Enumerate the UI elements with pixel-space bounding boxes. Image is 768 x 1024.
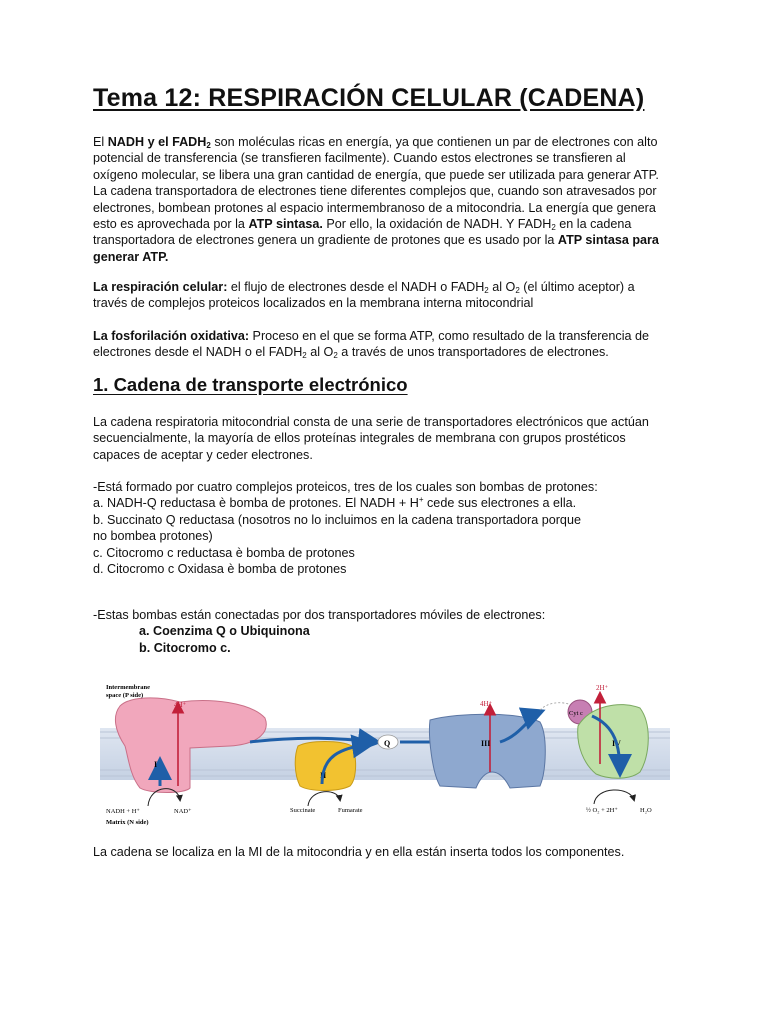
oxygen-label: ½ O₂ + 2H⁺: [586, 807, 618, 814]
nadh-label: NADH + H⁺: [106, 808, 140, 815]
proton-label-2: 4H⁺: [480, 700, 493, 708]
complex-label-3: III: [481, 739, 491, 748]
water-label: H₂O: [640, 807, 652, 814]
succinate-label: Succinate: [290, 807, 316, 814]
complex-label-1: I: [154, 760, 158, 769]
proton-label-1: 4H⁺: [174, 701, 187, 709]
complex-list: -Está formado por cuatro complejos proteicos, tres de los cuales son bombas de protones: a. NADH-Q reductasa è bomba de protones. El NADH + H+ cede sus electrones a ella. b. Succinato Q reductasa (nosotros no lo incluimos en la cadena transportadora porque no bombea protones) c. Citocromo c reductasa è bomba de protones d. Citocromo c Oxidasa è bomba de protones: [93, 480, 598, 577]
nad-label: NAD⁺: [174, 808, 192, 815]
respiracion-paragraph: La respiración celular: el flujo de electrones desde el NADH o $FADH_2$ al $O_2$ (el último aceptor) a través de complejos proteicos localizados en la membrana interna mitocondrial: [93, 280, 635, 311]
complex-label-4: IV: [612, 739, 621, 748]
mobile-carriers: -Estas bombas están conectadas por dos transportadores móviles de electrones: a. Coenzima Q o Ubiquinona b. Citocromo c.: [93, 608, 546, 655]
proton-label-3: 2H⁺: [596, 684, 609, 692]
section-heading: 1. Cadena de transporte electrónico: [93, 374, 408, 395]
q-label: Q: [384, 739, 391, 748]
intermembrane-label: Intermembrane: [106, 684, 151, 691]
intro-paragraph: El NADH y el $FADH_2$ son moléculas ricas en energía, ya que contienen un par de electrones con alto potencial de transferencia (se transfieren facilmente). Cuando estos electrones se transfieren al oxígeno molecular, se libera una gran cantidad de energía, que puede ser utilizada para generar ATP. La cadena transportadora de electrones tiene diferentes complejos que, cuando son atravesados por electrones, bombean protones al espacio intermembranoso de a mitocondria. La energía que genera esto es aprovechada por la ATP sintasa. Por ello, la oxidación de NADH. Y $FADH_2$ en la cadena transportadora de electrones genera un gradiente de protones que es usado por la ATP sintasa para generar ATP.: [93, 135, 659, 264]
diagram-svg: [100, 676, 670, 828]
section-paragraph: La cadena respiratoria mitocondrial consta de una serie de transportadores electrónicos que actúan secuencialmente, la mayoría de ellos proteínas integrales de membrana con grupos prostéticos capaces de aceptar y ceder electrones.: [93, 415, 649, 462]
figure-caption: La cadena se localiza en la MI de la mitocondria y en ella están inserta todos los componentes.: [93, 845, 625, 859]
electron-transport-diagram: [100, 676, 670, 828]
fosforilacion-paragraph: La fosforilación oxidativa: Proceso en el que se forma ATP, como resultado de la transferencia de electrones desde el NADH o el $FADH_2$ al $O_2$ a través de unos transportadores de electrones.: [93, 329, 650, 361]
matrix-label: Matrix (N side): [106, 819, 149, 826]
page-title: Tema 12: RESPIRACIÓN CELULAR (CADENA): [93, 84, 645, 112]
intermembrane-side-label: space (P side): [106, 692, 144, 699]
complex-label-2: II: [320, 771, 327, 780]
cytc-label: Cyt c: [569, 710, 583, 717]
fumarate-label: Fumarate: [338, 807, 363, 814]
